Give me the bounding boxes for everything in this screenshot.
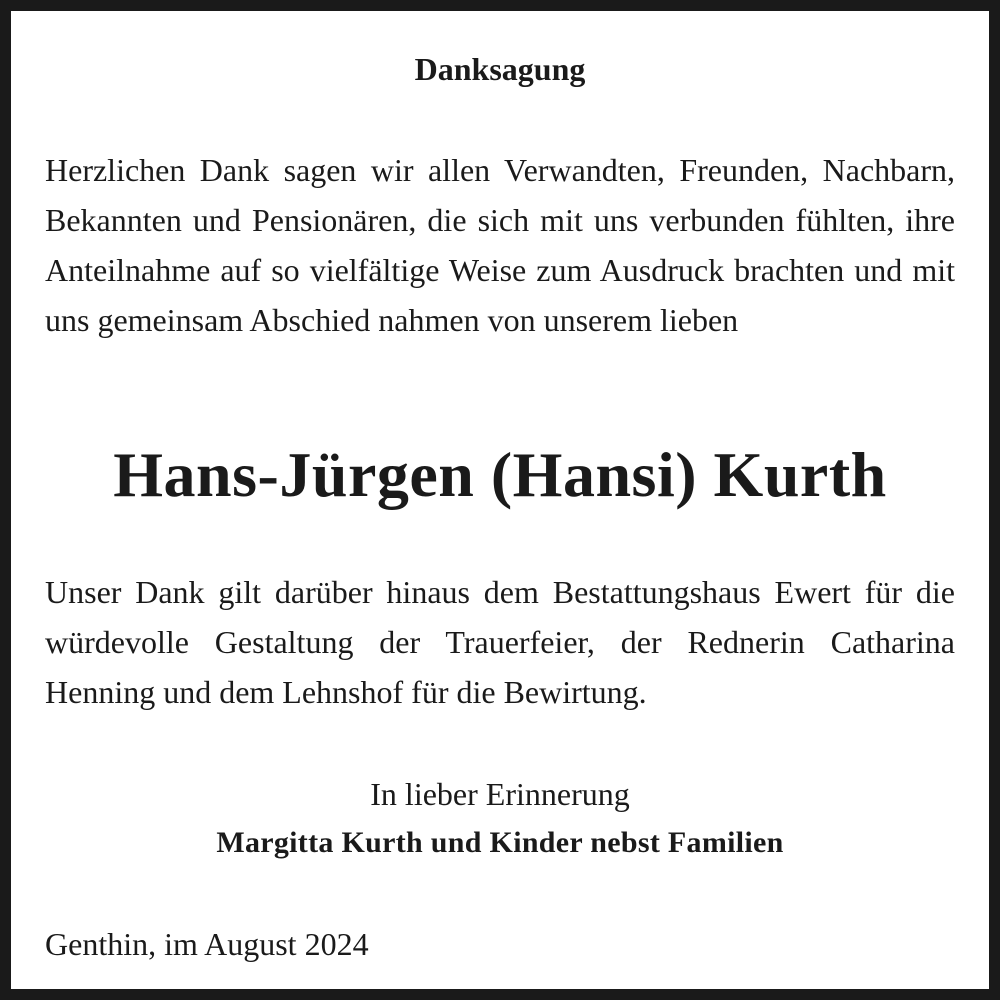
place-and-date: Genthin, im August 2024 xyxy=(45,926,369,962)
thanks-paragraph: Unser Dank gilt darüber hinaus dem Bestattungshaus Ewert für die würdevolle Gestaltung der Trauerfeier, der Rednerin Catharina Henning und dem Lehnshof für die Bewirtung. xyxy=(45,574,955,710)
closing-line: In lieber Erinnerung xyxy=(370,776,630,812)
notice-heading: Danksagung xyxy=(414,51,586,87)
intro-paragraph: Herzlichen Dank sagen wir allen Verwandten, Freunden, Nachbarn, Bekannten und Pensionären, die sich mit uns verbunden fühlten, ihre Anteilnahme auf so vielfältige Weise zum Ausdruck brachten und mit uns gemeinsam Abschied nahmen von unserem lieben xyxy=(45,152,955,338)
signature-line: Margitta Kurth und Kinder nebst Familien xyxy=(216,826,784,859)
deceased-name: Hans-Jürgen (Hansi) Kurth xyxy=(113,439,887,510)
